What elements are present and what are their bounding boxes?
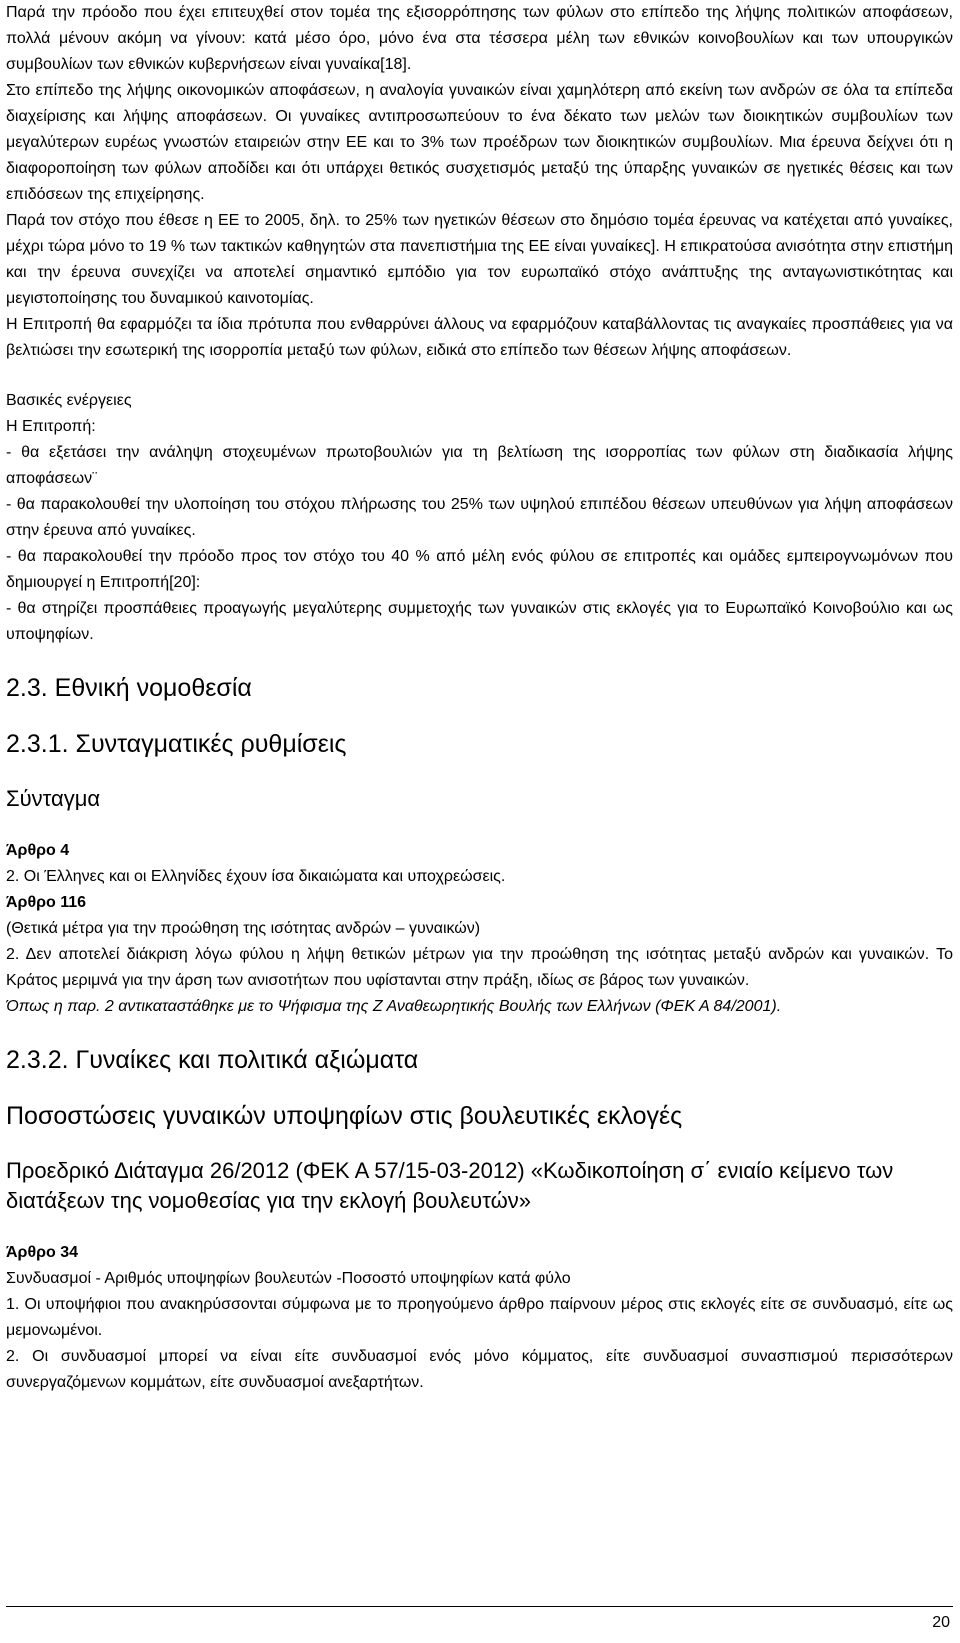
key-action-item: - θα παρακολουθεί την υλοποίηση του στόχου πλήρωσης του 25% των υψηλού επιπέδου θέσεων υπευθύνων για λήψη αποφάσεων στην έρευνα από γυναίκες. [6, 496, 953, 539]
paragraph-political-decisions: Παρά την πρόοδο που έχει επιτευχθεί στον τομέα της εξισορρόπησης των φύλων στο επίπεδο της λήψης πολιτικών αποφάσεων, πολλά μένουν ακόμη να γίνουν: κατά μέσο όρο, μόνο ένα στα τέσσερα μέλη των εθνικών κοινοβουλίων και των υπουργικών συμβουλίων των εθνικών κυβερνήσεων είναι γυναίκα[18]. [6, 4, 953, 73]
key-action-item: - θα παρακολουθεί την πρόοδο προς τον στόχο του 40 % από μέλη ενός φύλου σε επιτροπές και ομάδες εμπειρογνωμόνων που δημιουργεί η Επιτροπή[20]: [6, 548, 953, 591]
key-actions-heading: Βασικές ενέργειες [6, 392, 132, 409]
article-34-paragraph-2: 2. Οι συνδυασμοί μπορεί να είναι είτε συνδυασμοί ενός μόνο κόμματος, είτε συνδυασμοί συνασπισμού περισσότερων συνεργαζόμενων κομμάτων, είτε συνδυασμοί ανεξαρτήτων. [6, 1348, 953, 1391]
article-116-note: Όπως η παρ. 2 αντικαταστάθηκε με το Ψήφισμα της Ζ Αναθεωρητικής Βουλής των Ελλήνων (ΦΕΚ Α 84/2001). [6, 998, 782, 1015]
key-action-item: - θα στηρίζει προσπάθειες προαγωγής μεγαλύτερης συμμετοχής των γυναικών στις εκλογές για το Ευρωπαϊκό Κοινοβούλιο και ως υποψηφίων. [6, 600, 953, 643]
heading-constitution: Σύνταγμα [6, 786, 101, 811]
article-4-text: 2. Οι Έλληνες και οι Ελληνίδες έχουν ίσα δικαιώματα και υποχρεώσεις. [6, 868, 506, 885]
heading-national-legislation: 2.3. Εθνική νομοθεσία [6, 674, 252, 702]
footer-divider [6, 1606, 953, 1607]
key-actions-intro: Η Επιτροπή: [6, 418, 96, 435]
article-34-subtitle: Συνδυασμοί - Αριθμός υποψηφίων βουλευτών -Ποσοστό υποψηφίων κατά φύλο [6, 1270, 571, 1287]
page-number: 20 [932, 1614, 950, 1631]
article-116-title: Άρθρο 116 [6, 894, 87, 911]
paragraph-economic-decisions: Στο επίπεδο της λήψης οικονομικών αποφάσεων, η αναλογία γυναικών είναι χαμηλότερη από εκείνη των ανδρών σε όλα τα επίπεδα διαχείρισης και λήψης αποφάσεων. Οι γυναίκες αντιπροσωπεύουν το ένα δέκατο των μελών των διοικητικών συμβουλίων των μεγαλύτερων ευρέως γνωστών εταιρειών στην ΕΕ και το 3% των προέδρων των διοικητικών συμβουλίων. Μια έρευνα δείχνει ότι η διαφοροποίηση των φύλων αποδίδει και ότι υπάρχει θετικός συσχετισμός μεταξύ της ύπαρξης γυναικών σε ηγετικές θέσεις και των επιδόσεων της επιχείρησης. [6, 82, 953, 203]
heading-constitutional-provisions: 2.3.1. Συνταγματικές ρυθμίσεις [6, 730, 347, 758]
article-116-subtitle: (Θετικά μέτρα για την προώθηση της ισότητας ανδρών – γυναικών) [6, 920, 481, 937]
article-116-text: 2. Δεν αποτελεί διάκριση λόγω φύλου η λήψη θετικών μέτρων για την προώθηση της ισότητας μεταξύ ανδρών και γυναικών. Το Κράτος μεριμνά για την άρση των ανισοτήτων που υφίστανται στην πράξη, ιδίως σε βάρος των γυναικών. [6, 946, 953, 989]
article-34-title: Άρθρο 34 [6, 1244, 79, 1261]
heading-presidential-decree: Προεδρικό Διάταγμα 26/2012 (ΦΕΚ Α 57/15-03-2012) «Κωδικοποίηση σ΄ ενιαίο κείμενο των διατάξεων της νομοθεσίας για την εκλογή βουλευτών» [6, 1158, 894, 1213]
article-4-title: Άρθρο 4 [6, 842, 70, 859]
paragraph-commission-standards: Η Επιτροπή θα εφαρμόζει τα ίδια πρότυπα που ενθαρρύνει άλλους να εφαρμόζουν καταβάλλοντας τις αναγκαίες προσπάθειες για να βελτιώσει την εσωτερική της ισορροπία μεταξύ των φύλων, ειδικά στο επίπεδο των θέσεων λήψης αποφάσεων. [6, 316, 953, 359]
key-action-item: - θα εξετάσει την ανάληψη στοχευμένων πρωτοβουλιών για τη βελτίωση της ισορροπίας των φύλων στη διαδικασία λήψης αποφάσεων¨ [6, 444, 953, 487]
article-34-paragraph-1: 1. Οι υποψήφιοι που ανακηρύσσονται σύμφωνα με το προηγούμενο άρθρο παίρνουν μέρος στις εκλογές είτε σε συνδυασμό, είτε ως μεμονωμένοι. [6, 1296, 953, 1339]
heading-candidate-quotas: Ποσοστώσεις γυναικών υποψηφίων στις βουλευτικές εκλογές [6, 1102, 683, 1130]
paragraph-research-target: Παρά τον στόχο που έθεσε η ΕΕ το 2005, δηλ. το 25% των ηγετικών θέσεων στο δημόσιο τομέα έρευνας να κατέχεται από γυναίκες, μέχρι τώρα μόνο το 19 % των τακτικών καθηγητών στα πανεπιστήμια της ΕΕ είναι γυναίκες]. Η επικρατούσα ανισότητα στην επιστήμη και την έρευνα συνεχίζει να αποτελεί σημαντικό εμπόδιο για τον ευρωπαϊκό στόχο ανάπτυξης της ανταγωνιστικότητας και μεγιστοποίησης του δυναμικού καινοτομίας. [6, 212, 953, 307]
document-body [6, 0, 953, 1396]
heading-women-political-office: 2.3.2. Γυναίκες και πολιτικά αξιώματα [6, 1046, 419, 1074]
